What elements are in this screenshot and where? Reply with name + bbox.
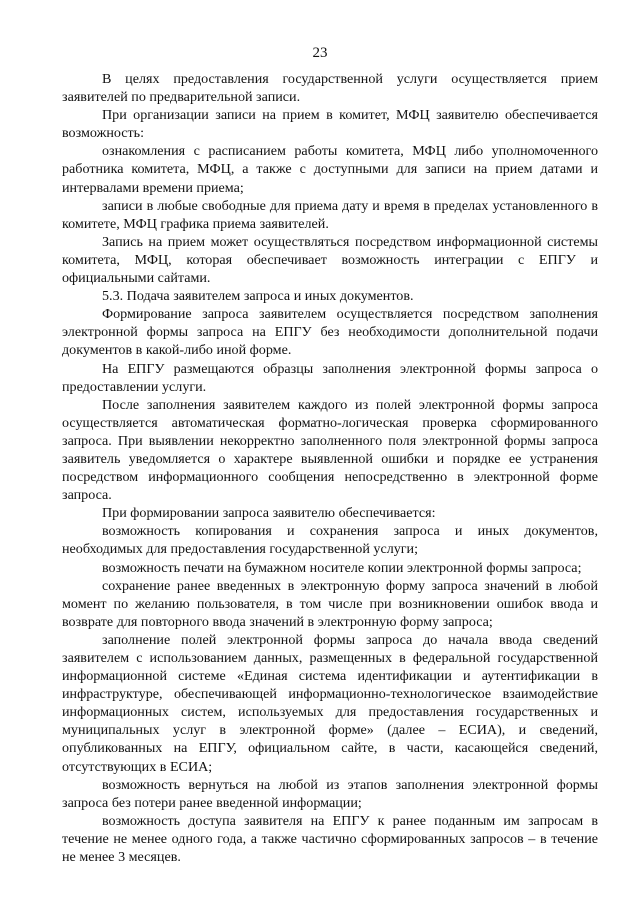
paragraph: возможность печати на бумажном носителе копии электронной формы запроса; <box>102 559 582 576</box>
section-heading: 5.3. Подача заявителем запроса и иных документов. <box>102 288 414 305</box>
page-number: 23 <box>312 45 328 61</box>
paragraph: записи в любые свободные для приема дату и время в пределах установленного в комитете, МФЦ графика приема заявителей. <box>62 197 598 232</box>
paragraph: В целях предоставления государственной услуги осуществляется прием заявителей по предварительной записи. <box>62 71 598 106</box>
document-body <box>62 70 598 866</box>
paragraph: При организации записи на прием в комитет, МФЦ заявителю обеспечивается возможность: <box>62 107 598 142</box>
paragraph: возможность доступа заявителя на ЕПГУ к ранее поданным им запросам в течение не менее одного года, а также частично сформированных запросов – в течение не менее 3 месяцев. <box>62 812 598 866</box>
paragraph: ознакомления с расписанием работы комитета, МФЦ либо уполномоченного работника комитета, МФЦ, а также с доступными для записи на прием датами и интервалами времени приема; <box>62 143 598 196</box>
paragraph: возможность вернуться на любой из этапов заполнения электронной формы запроса без потери ранее введенной информации; <box>62 776 598 811</box>
paragraph: возможность копирования и сохранения запроса и иных документов, необходимых для предоставления государственной услуги; <box>62 523 598 558</box>
paragraph: Запись на прием может осуществляться посредством информационной системы комитета, МФЦ, которая обеспечивает возможность интеграции с ЕПГУ и официальными сайтами. <box>62 233 598 287</box>
paragraph: Формирование запроса заявителем осуществляется посредством заполнения электронной формы запроса на ЕПГУ без необходимости дополнительной подачи документов в какой-либо иной форме. <box>62 306 598 359</box>
paragraph: После заполнения заявителем каждого из полей электронной формы запроса осуществляется автоматическая форматно-логическая проверка сформированного запроса. При выявлении некорректно заполненного поля электронной формы запроса заявитель уведомляется о характере выявленной ошибки и порядке ее устранения посредством информационного сообщения непосредственно в электронной форме запроса. <box>62 396 598 504</box>
paragraph: При формировании запроса заявителю обеспечивается: <box>102 505 436 522</box>
paragraph: заполнение полей электронной формы запроса до начала ввода сведений заявителем с использованием данных, размещенных в федеральной государственной информационной системе «Единая система идентификации и аутентификации в инфраструктуре, обеспечивающей информационно-технологическое взаимодействие информационных систем, используемых для предоставления государственных и муниципальных услуг в электронной форме» (далее – ЕСИА), и сведений, опубликованных на ЕПГУ, официальном сайте, в части, касающейся сведений, отсутствующих в ЕСИА; <box>62 631 598 775</box>
paragraph: На ЕПГУ размещаются образцы заполнения электронной формы запроса о предоставлении услуги. <box>62 360 598 395</box>
paragraph: сохранение ранее введенных в электронную форму запроса значений в любой момент по желанию пользователя, в том числе при возникновении ошибок ввода и возврате для повторного ввода значений в электронную форму запроса; <box>62 577 598 630</box>
